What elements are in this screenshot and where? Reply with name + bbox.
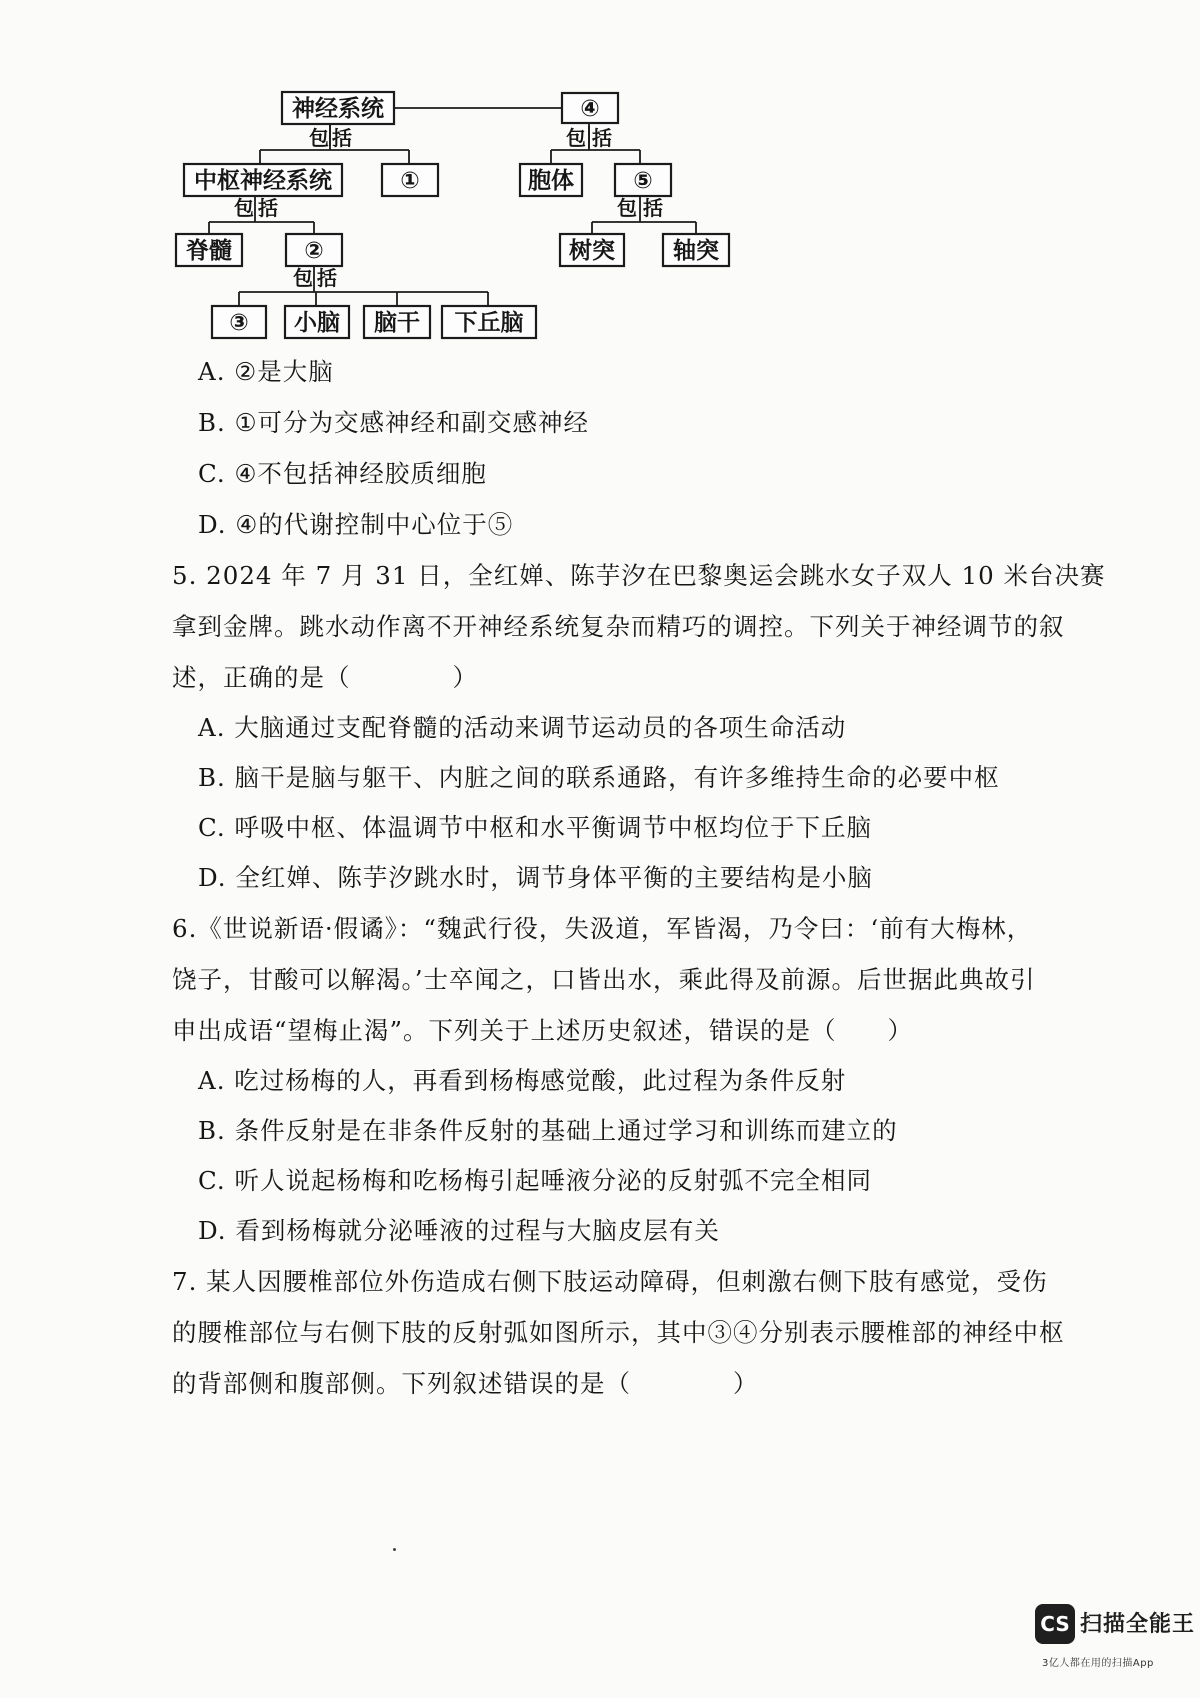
label-cell-body: 胞体 xyxy=(528,168,574,194)
q6-stem-line-2: 饶子，甘酸可以解渴。’士卒闻之，口皆出水，乘此得及前源。后世据此典故引 xyxy=(172,965,1036,994)
q4-option-b: B. ①可分为交感神经和副交感神经 xyxy=(198,408,590,437)
label-cerebrum: ③ xyxy=(229,310,249,336)
q4-option-c: C. ④不包括神经胶质细胞 xyxy=(198,459,487,488)
watermark-app-name: 扫描全能王 xyxy=(1080,1612,1196,1637)
camscanner-logo-icon: CS xyxy=(1035,1604,1075,1644)
label-pns: ① xyxy=(400,168,420,194)
q4-option-a: A. ②是大脑 xyxy=(198,357,334,386)
label-brainstem: 脑干 xyxy=(374,310,420,336)
includes-kuo: 括 xyxy=(592,126,612,150)
label-hypothalamus: 下丘脑 xyxy=(454,310,524,336)
box-brainstem xyxy=(364,306,430,338)
q5-option-c: C. 呼吸中枢、体温调节中枢和水平衡调节中枢均位于下丘脑 xyxy=(198,813,872,842)
box-hypothalamus xyxy=(442,306,536,338)
q6-option-a: A. 吃过杨梅的人，再看到杨梅感觉酸，此过程为条件反射 xyxy=(198,1066,847,1095)
includes-bao: 包 xyxy=(293,266,313,290)
includes-label-5 xyxy=(293,266,337,290)
box-dendrite xyxy=(560,234,624,266)
includes-kuo: 括 xyxy=(258,196,278,220)
box-axon xyxy=(663,234,729,266)
watermark-tagline: 3亿人都在用的扫描App xyxy=(1042,1658,1154,1669)
box-brain xyxy=(286,234,342,266)
label-dendrite: 树突 xyxy=(569,238,615,264)
label-axon: 轴突 xyxy=(673,238,719,264)
q6-option-b: B. 条件反射是在非条件反射的基础上通过学习和训练而建立的 xyxy=(198,1116,898,1145)
q5-stem-line-3: 述，正确的是（ ） xyxy=(172,663,478,692)
box-cns xyxy=(184,164,342,196)
label-spinal-cord: 脊髓 xyxy=(186,238,232,264)
label-neuron: ④ xyxy=(580,96,600,122)
label-nervous-system: 神经系统 xyxy=(292,96,384,122)
includes-bao: 包 xyxy=(617,196,637,220)
nervous-system-diagram xyxy=(0,0,1200,360)
q5-option-a: A. 大脑通过支配脊髓的活动来调节运动员的各项生命活动 xyxy=(198,713,847,742)
includes-label-2 xyxy=(566,126,612,150)
box-cell-body xyxy=(520,164,582,196)
box-neuron xyxy=(562,93,618,123)
scanner-watermark xyxy=(1035,1604,1196,1684)
includes-bao: 包 xyxy=(234,196,254,220)
includes-bao: 包 xyxy=(566,126,586,150)
box-cerebellum xyxy=(285,306,349,338)
includes-kuo: 括 xyxy=(643,196,663,220)
label-brain: ② xyxy=(304,238,324,264)
q4-option-d: D. ④的代谢控制中心位于⑤ xyxy=(198,510,514,539)
q6-stem-line-1: 6.《世说新语·假谲》：“魏武行役，失汲道，军皆渴，乃令曰：‘前有大梅林， xyxy=(172,914,1033,943)
includes-kuo: 括 xyxy=(317,266,337,290)
q6-stem-line-3: 申出成语“望梅止渴”。下列关于上述历史叙述，错误的是（ ） xyxy=(172,1016,914,1045)
q7-stem-line-3: 的背部侧和腹部侧。下列叙述错误的是（ ） xyxy=(172,1369,759,1398)
q7-stem-line-2: 的腰椎部位与右侧下肢的反射弧如图所示，其中③④分别表示腰椎部的神经中枢 xyxy=(172,1318,1065,1347)
q5-stem-line-1: 5. 2024 年 7 月 31 日，全红婵、陈芋汐在巴黎奥运会跳水女子双人 10 米台决赛 xyxy=(172,561,1106,590)
q5-stem-line-2: 拿到金牌。跳水动作离不开神经系统复杂而精巧的调控。下列关于神经调节的叙 xyxy=(172,612,1065,641)
includes-kuo: 括 xyxy=(332,126,352,150)
q6-option-c: C. 听人说起杨梅和吃杨梅引起唾液分泌的反射弧不完全相同 xyxy=(198,1166,872,1195)
q6-option-d: D. 看到杨梅就分泌唾液的过程与大脑皮层有关 xyxy=(198,1216,720,1245)
box-nervous-system xyxy=(282,92,394,124)
box-process xyxy=(615,164,671,196)
q7-stem-line-1: 7. 某人因腰椎部位外伤造成右侧下肢运动障碍，但刺激右侧下肢有感觉，受伤 xyxy=(172,1267,1048,1296)
includes-label-3 xyxy=(234,196,278,220)
box-cerebrum xyxy=(212,306,266,338)
q5-option-d: D. 全红婵、陈芋汐跳水时，调节身体平衡的主要结构是小脑 xyxy=(198,863,873,892)
label-cerebellum: 小脑 xyxy=(294,310,340,336)
label-process: ⑤ xyxy=(633,168,653,194)
scan-speck xyxy=(393,1548,396,1551)
includes-bao: 包 xyxy=(309,126,329,150)
box-pns xyxy=(382,164,438,196)
label-cns: 中枢神经系统 xyxy=(194,168,332,194)
box-spinal-cord xyxy=(176,234,242,266)
q5-option-b: B. 脑干是脑与躯干、内脏之间的联系通路，有许多维持生命的必要中枢 xyxy=(198,763,1000,792)
